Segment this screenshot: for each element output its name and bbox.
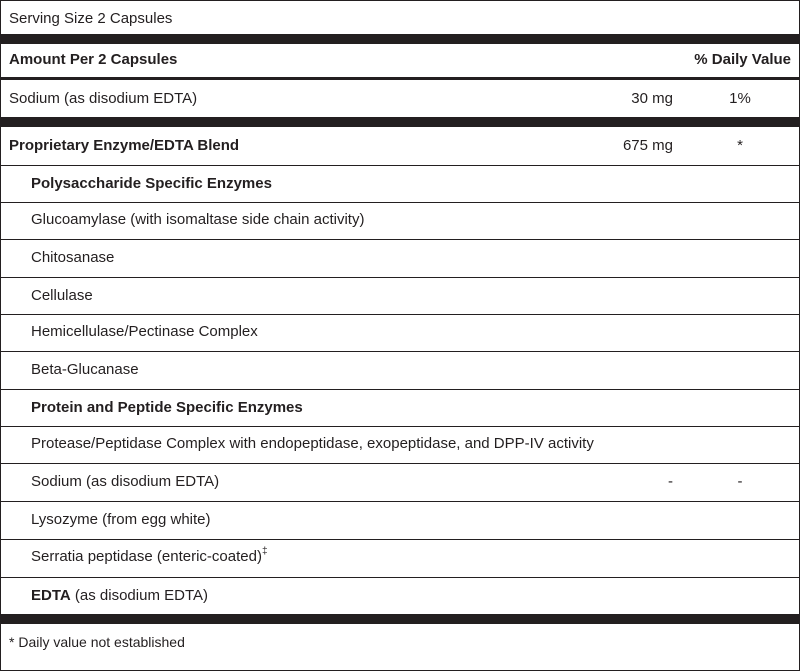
list-item <box>1 545 799 569</box>
nutrient-daily-value: 1% <box>729 90 751 107</box>
ingredient-label: Cellulase <box>31 287 93 304</box>
row-divider <box>1 351 799 352</box>
header-row <box>1 50 799 70</box>
ingredient-label: Protein and Peptide Specific Enzymes <box>31 399 303 416</box>
list-item <box>1 209 799 231</box>
list-item <box>1 247 799 269</box>
ingredient-label: Polysaccharide Specific Enzymes <box>31 175 272 192</box>
row-divider <box>1 501 799 502</box>
ingredient-label: Beta-Glucanase <box>31 361 139 378</box>
nutrient-row-sodium <box>1 88 799 110</box>
ingredient-label: Protease/Peptidase Complex with endopeptidase, exopeptidase, and DPP-IV activity <box>31 435 594 452</box>
amount-per-heading: Amount Per 2 Capsules <box>9 51 178 68</box>
thick-rule-middle <box>1 117 799 127</box>
nutrient-label: Sodium (as disodium EDTA) <box>9 90 198 107</box>
ingredient-label: Hemicellulase/Pectinase Complex <box>31 323 258 340</box>
row-divider <box>1 239 799 240</box>
row-divider <box>1 463 799 464</box>
row-divider <box>1 314 799 315</box>
ingredient-label-with-prefix <box>31 587 208 605</box>
row-divider <box>1 577 799 578</box>
list-item <box>1 173 799 195</box>
list-item <box>1 585 799 607</box>
header-rule <box>1 77 799 80</box>
blend-label: Proprietary Enzyme/EDTA Blend <box>9 137 240 154</box>
list-item <box>1 433 799 455</box>
ingredient-label: Glucoamylase (with isomaltase side chain activity) <box>31 211 365 228</box>
blend-amount: 675 mg <box>622 137 673 154</box>
thick-rule-top <box>1 34 799 44</box>
serving-size: Serving Size 2 Capsules <box>9 10 173 27</box>
row-divider <box>1 539 799 540</box>
blend-row <box>1 135 799 157</box>
list-item <box>1 359 799 381</box>
ingredient-prefix: EDTA <box>31 587 71 604</box>
ingredient-label: Chitosanase <box>31 249 115 266</box>
ingredient-daily-value: - <box>737 473 743 490</box>
list-item <box>1 321 799 343</box>
blend-daily-value: * <box>737 137 743 154</box>
ingredient-label-with-mark <box>31 548 268 566</box>
row-divider <box>1 389 799 390</box>
daily-value-heading: % Daily Value <box>694 51 791 68</box>
footnote-row <box>1 631 799 653</box>
nutrient-amount: 30 mg <box>631 90 673 107</box>
serving-size-row <box>1 9 799 29</box>
footnote-mark: ‡ <box>261 546 268 557</box>
ingredient-amount: - <box>668 473 673 490</box>
row-divider <box>1 426 799 427</box>
row-divider <box>1 165 799 166</box>
ingredient-label: Serratia peptidase (enteric-coated) <box>31 548 262 565</box>
thick-rule-bottom <box>1 614 799 624</box>
list-item <box>1 471 799 493</box>
row-divider <box>1 202 799 203</box>
footnote: * Daily value not established <box>9 634 185 650</box>
list-item <box>1 397 799 419</box>
ingredient-label: Lysozyme (from egg white) <box>31 511 211 528</box>
ingredient-label: Sodium (as disodium EDTA) <box>31 473 220 490</box>
list-item <box>1 509 799 531</box>
ingredient-label: (as disodium EDTA) <box>74 587 208 604</box>
row-divider <box>1 277 799 278</box>
list-item <box>1 285 799 307</box>
